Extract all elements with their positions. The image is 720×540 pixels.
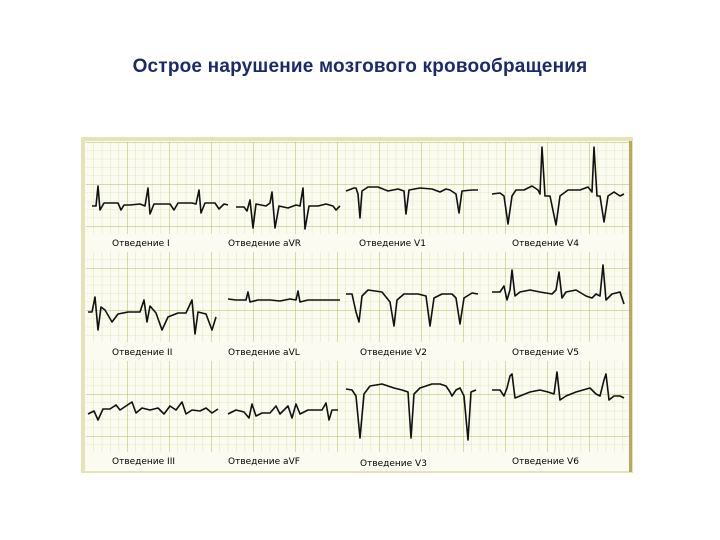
slide-title: Острое нарушение мозгового кровообращения — [132, 56, 588, 77]
lead-label-i: Отведение I — [112, 239, 170, 249]
lead-label-v5: Отведение V5 — [512, 348, 579, 358]
lead-label-v4: Отведение V4 — [512, 239, 579, 249]
lead-label-avf: Отведение aVF — [228, 457, 300, 467]
lead-label-avr: Отведение aVR — [228, 239, 301, 249]
ecg-paper-edge — [629, 141, 632, 472]
lead-label-ii: Отведение II — [112, 348, 173, 358]
lead-label-iii: Отведение III — [112, 457, 176, 467]
ecg-strip-row-2 — [86, 252, 629, 344]
lead-label-v1: Отведение V1 — [359, 239, 426, 249]
lead-label-v6: Отведение V6 — [512, 457, 579, 467]
lead-label-avl: Отведение aVL — [228, 348, 300, 358]
lead-label-v2: Отведение V2 — [360, 348, 427, 358]
lead-label-v3: Отведение V3 — [360, 459, 427, 469]
